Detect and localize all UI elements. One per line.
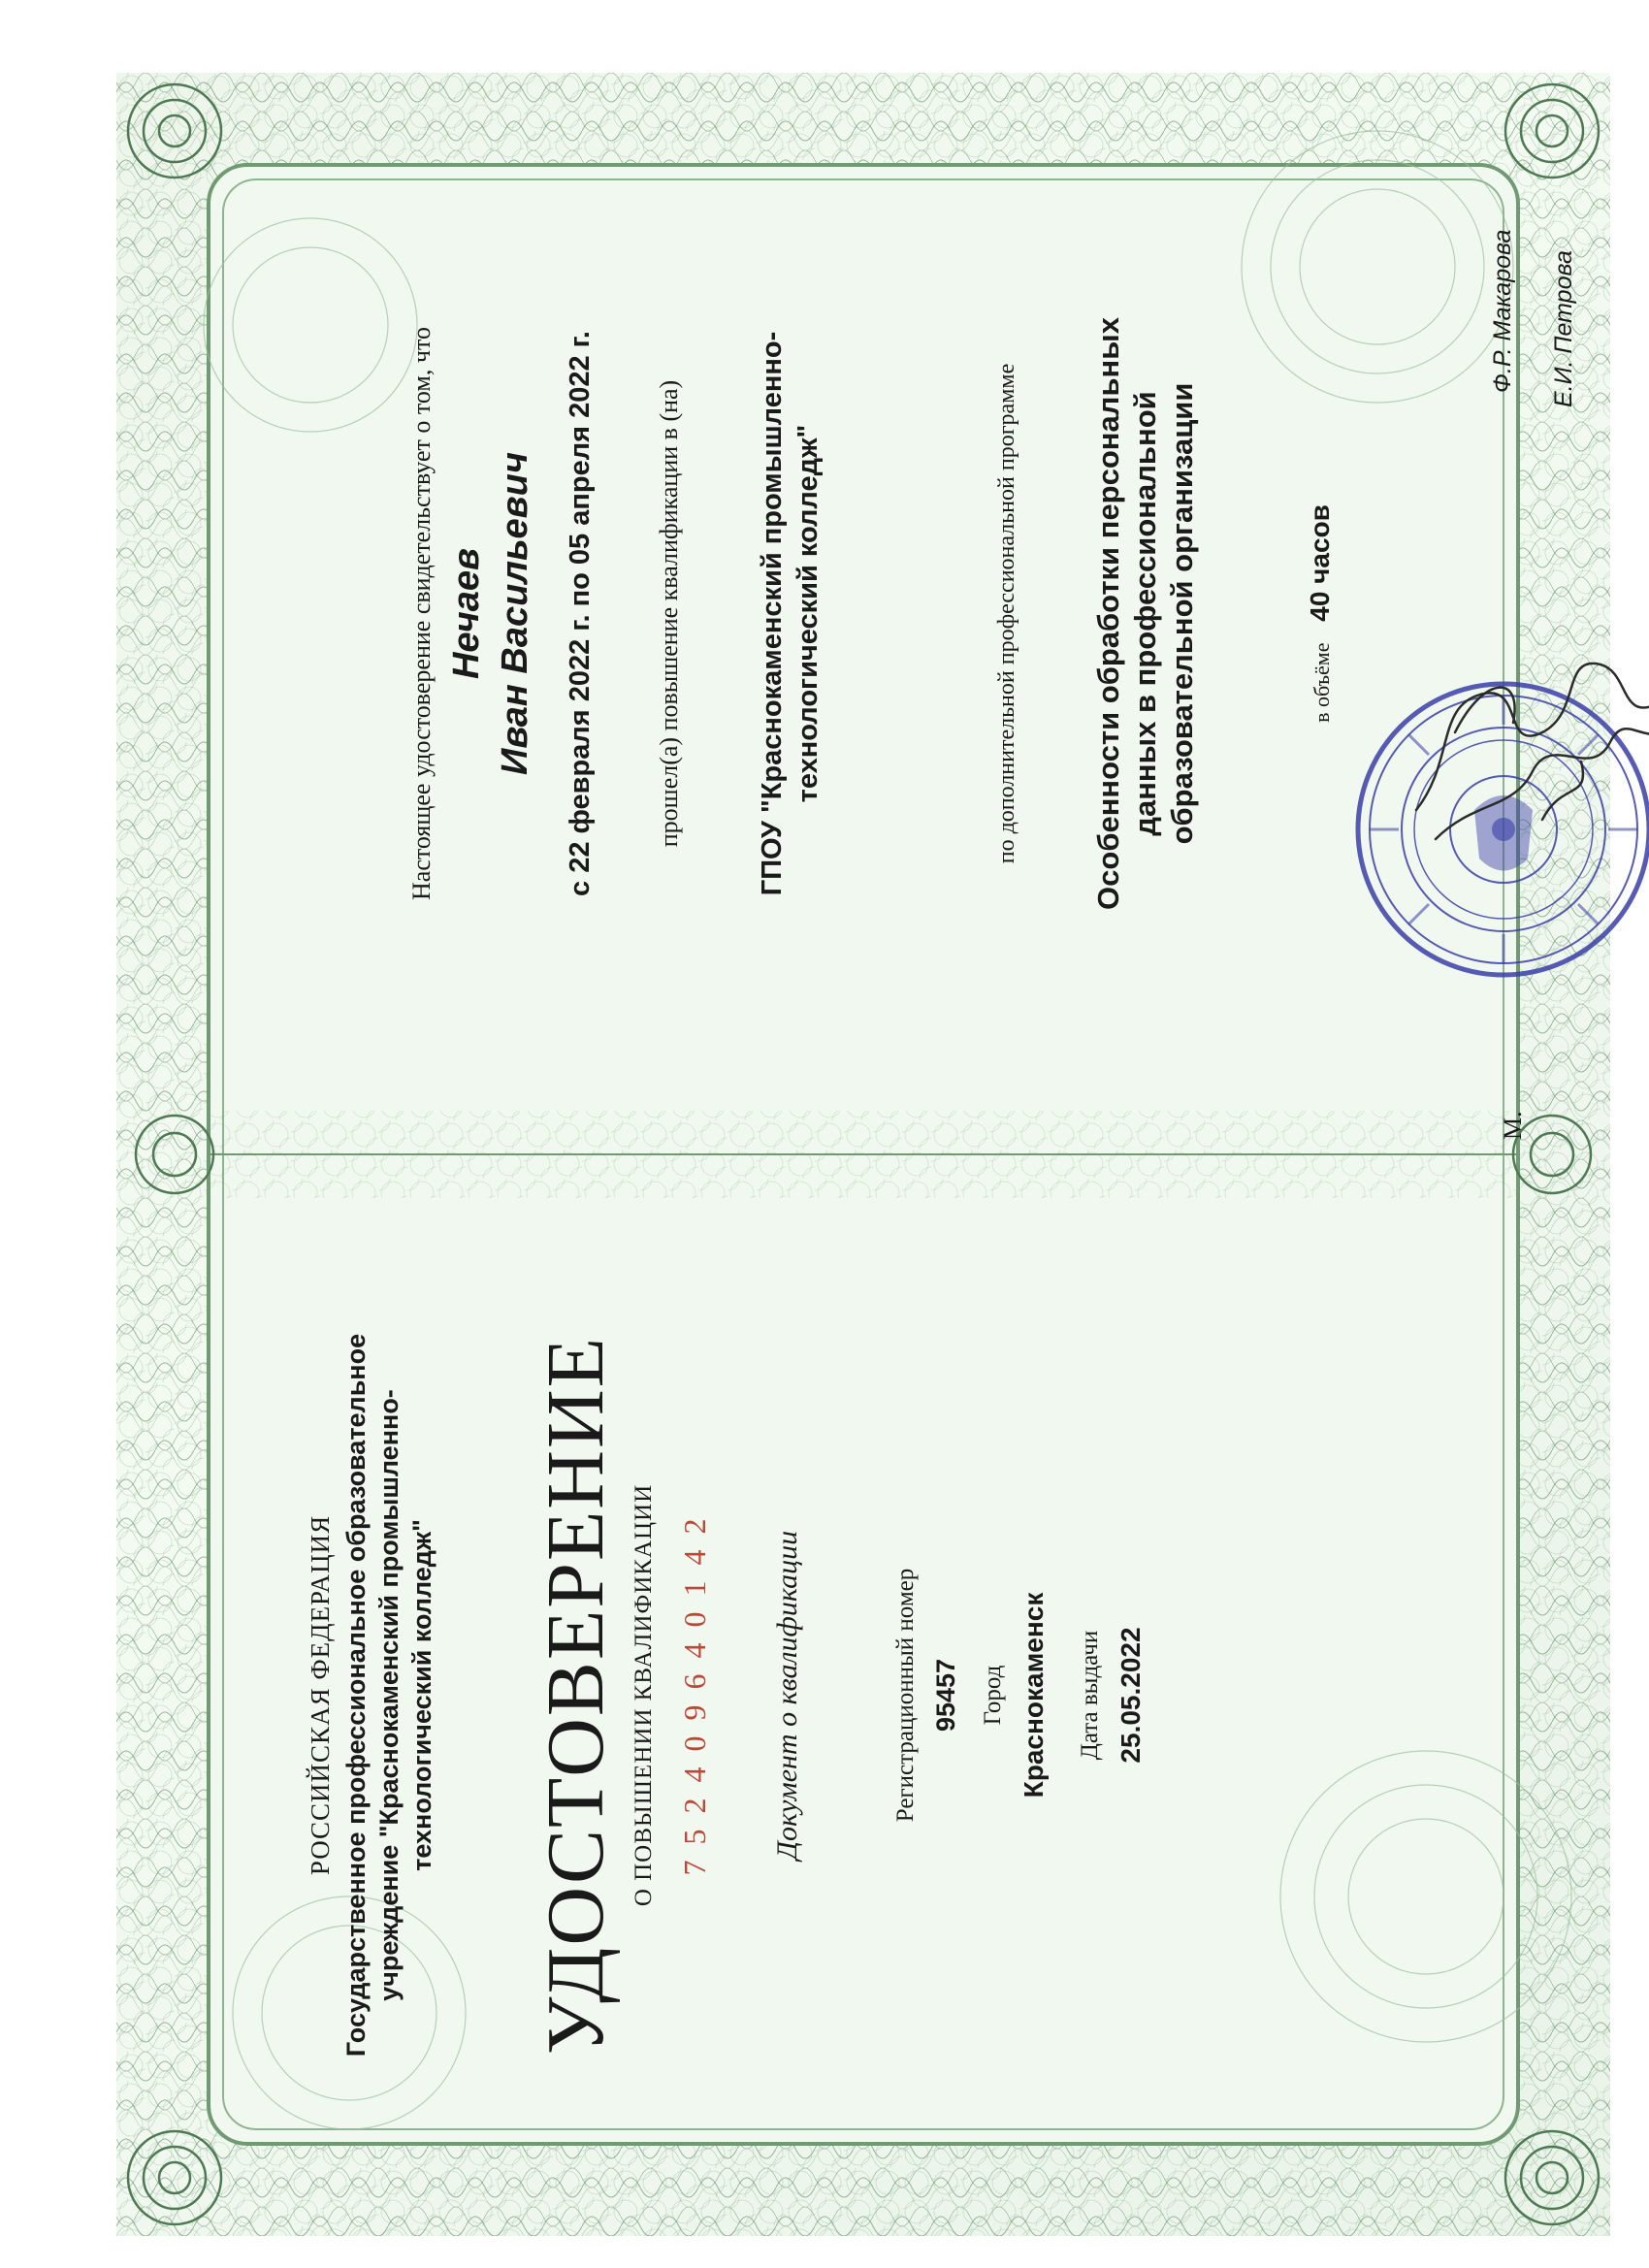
institution-line-3: технологический колледж": [407, 1519, 436, 1871]
registration-number: 95457: [931, 1658, 960, 1733]
program-line-1: Особенности обработки персональных: [1091, 317, 1125, 910]
intro-text: Настоящее удостоверение свидетельствует о том, что: [407, 327, 436, 900]
right-page: [116, 73, 1610, 1154]
passed-text: прошел(а) повышение квалификации в (на): [655, 379, 683, 848]
registration-label: Регистрационный номер: [892, 1568, 919, 1823]
country-label: РОССИЙСКАЯ ФЕДЕРАЦИЯ: [306, 1514, 335, 1876]
issue-date: 25.05.2022: [1116, 1627, 1146, 1764]
institution-line-2: учреждение "Краснокаменский промышленно-: [374, 1389, 404, 2001]
program-line-3: образовательной организации: [1165, 382, 1199, 845]
volume-row: [1305, 73, 1336, 1154]
program-line-2: данных в профессиональной: [1128, 391, 1162, 836]
handwritten-signature-icon: [1397, 616, 1649, 868]
volume-value: 40 часов: [1305, 504, 1335, 622]
issue-date-label: Дата выдачи: [1077, 1630, 1103, 1761]
study-period: с 22 февраля 2022 г. по 05 апреля 2022 г.: [565, 331, 596, 896]
document-title: УДОСТОВЕРЕНИЕ: [531, 1336, 621, 2055]
left-page: [116, 1154, 1610, 2236]
signer-1: Ф.Р. Макарова: [1489, 229, 1516, 393]
holder-name: Иван Васильевич: [495, 452, 535, 776]
document-type: Документ о квалификации: [771, 1530, 803, 1861]
document-subtitle: О ПОВЫШЕНИИ КВАЛИФИКАЦИИ: [630, 1483, 657, 1907]
organization-line-1: ГПОУ "Краснокаменский промышленно-: [757, 331, 788, 896]
organization-line-2: технологический колледж": [792, 424, 824, 803]
volume-label: в объёме: [1310, 642, 1334, 723]
rotated-content: [116, 73, 1610, 2236]
stamp-place-letter: М.: [1499, 1111, 1527, 1140]
program-label: по дополнительной профессиональной программе: [994, 363, 1019, 864]
serial-number: 7 5 2 4 0 9 6 4 0 1 4 2: [677, 1514, 712, 1876]
city-value: Краснокаменск: [1018, 1592, 1049, 1798]
holder-surname: Нечаев: [446, 548, 487, 680]
city-label: Город: [980, 1665, 1006, 1726]
institution-line-1: Государственное профессиональное образовательное: [341, 1333, 371, 2057]
signer-2: Е.И. Петрова: [1550, 250, 1577, 407]
certificate-sheet: [116, 73, 1610, 2236]
